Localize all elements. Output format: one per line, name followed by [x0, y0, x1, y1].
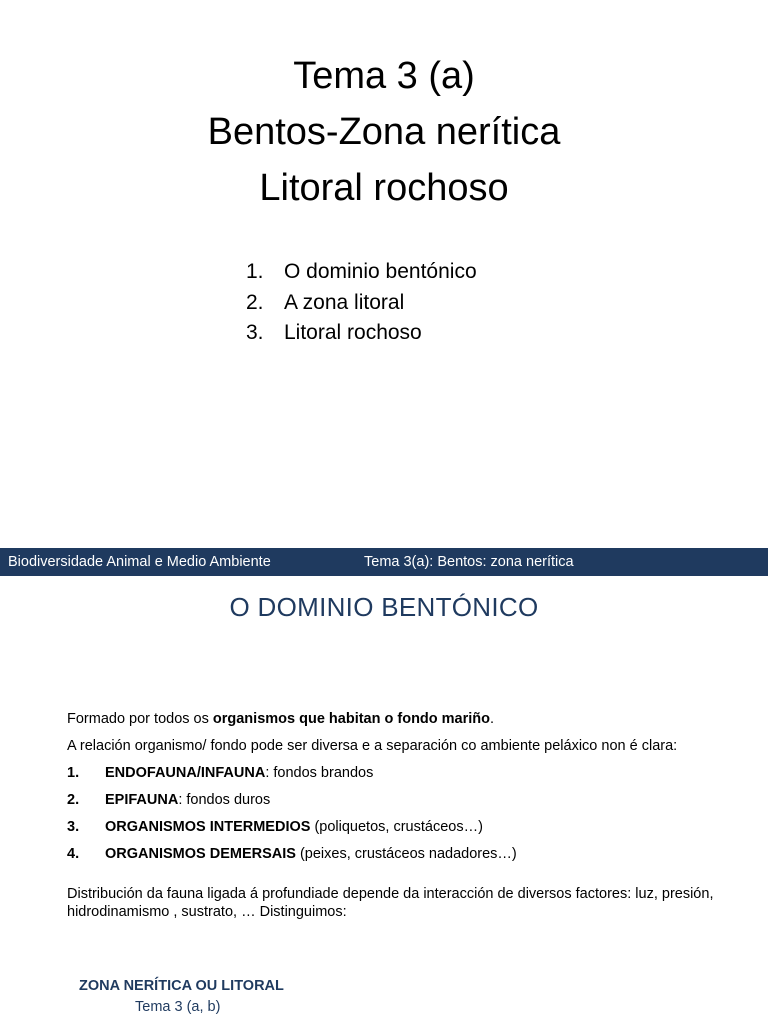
toc-label: O dominio bentónico	[284, 260, 477, 283]
slide-body	[67, 710, 717, 930]
fauna-list	[67, 764, 717, 863]
list-label: ORGANISMOS INTERMEDIOS	[105, 819, 311, 835]
toc-number: 1.	[246, 260, 264, 283]
list-label: ORGANISMOS DEMERSAIS	[105, 846, 296, 862]
title-line-3: Litoral rochoso	[259, 167, 509, 209]
slide-title	[0, 48, 768, 216]
list-item	[67, 818, 717, 836]
list-number: 4.	[67, 846, 80, 862]
toc-number: 3.	[246, 321, 264, 344]
toc-item	[246, 257, 477, 288]
zone-subtitle[interactable]: Tema 3 (a, b)	[135, 999, 221, 1015]
section-title: O DOMINIO BENTÓNICO	[229, 592, 539, 622]
list-item	[67, 791, 717, 809]
zone-link[interactable]	[79, 976, 284, 1018]
topic-title: Tema 3(a): Bentos: zona nerítica	[364, 554, 574, 570]
toc-item	[246, 288, 477, 319]
toc-label: Litoral rochoso	[284, 321, 422, 344]
paragraph-distribution: Distribución da fauna ligada á profundiade depende da interacción de diversos factores: luz, presión, hidrodinamismo , sustrato, … Distinguimos:	[67, 886, 714, 920]
paragraph-definition	[67, 710, 717, 728]
list-item	[67, 764, 717, 782]
list-label: EPIFAUNA	[105, 792, 179, 808]
list-detail: : fondos duros	[178, 792, 271, 808]
paragraph-relation: A relación organismo/ fondo pode ser diversa e a separación co ambiente peláxico non é clara:	[67, 738, 678, 754]
text: Formado por todos os	[67, 711, 213, 727]
zone-heading[interactable]: ZONA NERÍTICA OU LITORAL	[79, 978, 284, 994]
toc-number: 2.	[246, 290, 264, 314]
toc-label: A zona litoral	[284, 290, 405, 314]
list-number: 2.	[67, 792, 80, 808]
course-title: Biodiversidade Animal e Medio Ambiente	[8, 554, 271, 570]
text-bold: organismos que habitan o fondo mariño	[212, 711, 491, 727]
header-banner	[0, 548, 768, 576]
title-line-2: Bentos-Zona nerítica	[207, 111, 561, 153]
text: .	[490, 711, 495, 727]
list-detail: (poliquetos, crustáceos…)	[310, 819, 483, 835]
toc-item	[246, 318, 477, 349]
table-of-contents	[246, 257, 477, 349]
list-detail: (peixes, crustáceos nadadores…)	[295, 846, 517, 862]
list-number: 1.	[67, 765, 80, 781]
list-number: 3.	[67, 819, 80, 835]
list-detail: : fondos brandos	[265, 765, 374, 781]
list-item	[67, 845, 717, 863]
title-line-1: Tema 3 (a)	[293, 55, 475, 97]
slide-2	[0, 548, 768, 1024]
list-label: ENDOFAUNA/INFAUNA	[105, 765, 266, 781]
